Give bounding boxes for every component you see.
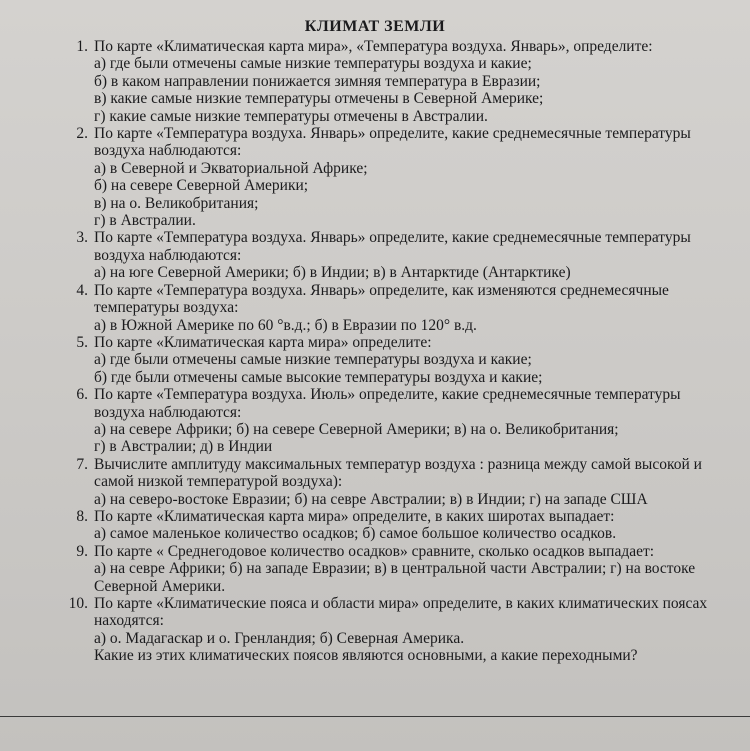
question-number: 1. [76,38,88,55]
sub-item: г) какие самые низкие температуры отмечены в Австралии. [94,107,488,125]
sub-item: г) в Австралии; д) в Индии [94,438,273,456]
sub-item: а) в Северной и Экваториальной Африке; [94,159,368,177]
question-1 [60,38,730,125]
question-text: Вычислите амплитуду максимальных температур воздуха : разница между самой высокой и [94,455,702,473]
question-text: По карте «Климатические пояса и области мира» определите, в каких климатических поясах [94,595,708,612]
question-text: По карте «Климатическая карта мира» определите: [94,333,432,351]
question-number: 10. [68,595,88,612]
sub-item: а) на юге Северной Америки; б) в Индии; в) в Антарктиде (Антарктике) [94,264,571,282]
question-5 [60,334,730,386]
question-7 [60,456,730,508]
question-4 [60,282,730,334]
question-text-cont: находятся: [94,612,164,630]
sub-item: Северной Америки. [94,577,226,595]
question-text-cont: воздуха наблюдаются: [94,246,242,264]
question-number: 6. [76,386,88,404]
question-10 [60,595,730,665]
sub-item: а) где были отмечены самые низкие температуры воздуха и какие; [94,351,532,369]
question-text: По карте «Температура воздуха. Январь» определите, как изменяются среднемесячные [94,281,669,299]
question-text: По карте «Климатическая карта мира» определите, в каких широтах выпадает: [94,507,615,525]
question-text-cont: воздуха наблюдаются: [94,403,242,421]
sub-item: б) на севере Северной Америки; [94,177,309,195]
question-text: По карте «Температура воздуха. Июль» определите, какие среднемесячные температуры [94,386,681,404]
question-text-cont: воздуха наблюдаются: [94,142,242,160]
bottom-rule [0,716,750,717]
question-2 [60,125,730,229]
question-number: 9. [76,542,88,560]
question-text: По карте «Климатическая карта мира», «Температура воздуха. Январь», определите: [94,38,653,55]
sub-item: б) в каком направлении понижается зимняя температура в Евразии; [94,72,541,90]
question-number: 7. [76,455,88,473]
question-6 [60,386,730,456]
sub-item: г) в Австралии. [94,212,196,230]
sub-item: Какие из этих климатических поясов являются основными, а какие переходными? [94,647,638,665]
question-9 [60,543,730,595]
question-text-cont: самой низкой температурой воздуха): [94,473,343,491]
sub-item: а) на севре Африки; б) на западе Евразии; в) в центральной части Австралии; г) на востоке [94,560,696,578]
sub-item: а) в Южной Америке по 60 °в.д.; б) в Евразии по 120° в.д. [94,316,477,334]
sub-item: а) самое маленькое количество осадков; б) самое большое количество осадков. [94,525,617,543]
question-text: По карте « Среднегодовое количество осадков» сравните, сколько осадков выпадает: [94,542,655,560]
question-8 [60,508,730,543]
question-number: 8. [76,507,88,525]
question-number: 2. [76,125,88,143]
question-text-cont: температуры воздуха: [94,299,239,317]
sub-item: в) на о. Великобритания; [94,194,259,212]
question-number: 3. [76,229,88,247]
question-3 [60,229,730,281]
question-text: По карте «Температура воздуха. Январь» определите, какие среднемесячные температуры [94,125,691,143]
page-title: КЛИМАТ ЗЕМЛИ [304,18,446,35]
question-text: По карте «Температура воздуха. Январь» определите, какие среднемесячные температуры [94,229,691,247]
sub-item: а) о. Мадагаскар и о. Гренландия; б) Северная Америка. [94,629,465,647]
question-number: 4. [76,281,88,299]
sub-item: а) где были отмечены самые низкие температуры воздуха и какие; [94,55,532,73]
question-list [60,38,730,665]
sub-item: б) где были отмечены самые высокие температуры воздуха и какие; [94,368,543,386]
sub-item: в) какие самые низкие температуры отмечены в Северной Америке; [94,90,544,108]
sub-item: а) на северо-востоке Евразии; б) на севре Австралии; в) в Индии; г) на западе США [94,490,648,508]
question-number: 5. [76,333,88,351]
sub-item: а) на севере Африки; б) на севере Северной Америки; в) на о. Великобритания; [94,420,619,438]
